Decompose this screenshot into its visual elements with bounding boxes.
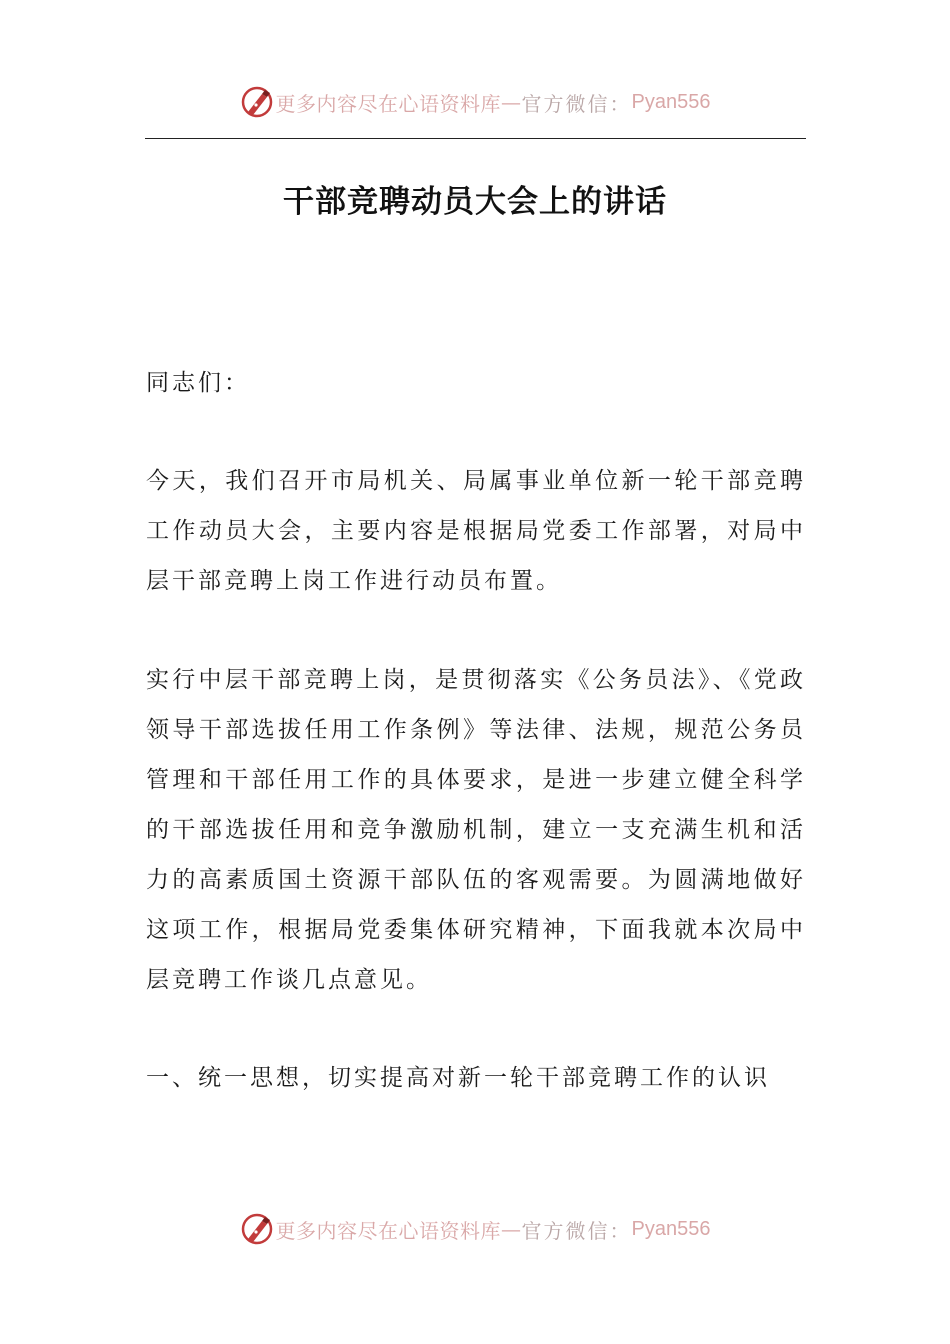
watermark-wechat-id: Pyan556 [631, 90, 711, 113]
pen-nib-logo-icon [240, 85, 274, 119]
paragraph-2: 实行中层干部竞聘上岗，是贯彻落实《公务员法》、《党政领导干部选拔任用工作条例》等法律、法规，规范公务员管理和干部任用工作的具体要求，是进一步建立健全科学的干部选拔任用和竞争激励机制，建立一支充满生机和活力的高素质国土资源干部队伍的客观需要。为圆满地做好这项工作，根据局党委集体研究精神，下面我就本次局中层竞聘工作谈几点意见。 [146, 667, 806, 993]
paragraph-1: 今天，我们召开市局机关、局属事业单位新一轮干部竞聘工作动员大会，主要内容是根据局党委工作部署，对局中层干部竞聘上岗工作进行动员布置。 [146, 468, 806, 594]
watermark-wechat-label: 官方微信： [521, 1218, 632, 1243]
header-watermark [0, 80, 950, 124]
pen-nib-logo-icon [240, 1212, 274, 1246]
watermark-wechat-id: Pyan556 [631, 1217, 711, 1240]
watermark-dash: — [501, 90, 522, 114]
document-title: 干部竞聘动员大会上的讲话 [283, 184, 667, 220]
watermark-text: 更多内容尽在心语资料库 [275, 1218, 502, 1243]
watermark-text: 更多内容尽在心语资料库 [275, 91, 502, 116]
salutation: 同志们： [146, 370, 250, 396]
footer-watermark [0, 1207, 950, 1251]
watermark-dash: — [501, 1217, 522, 1241]
section-heading: 一、统一思想，切实提高对新一轮干部竞聘工作的认识 [146, 1065, 770, 1091]
header-divider [145, 138, 806, 139]
watermark-wechat-label: 官方微信： [521, 91, 632, 116]
